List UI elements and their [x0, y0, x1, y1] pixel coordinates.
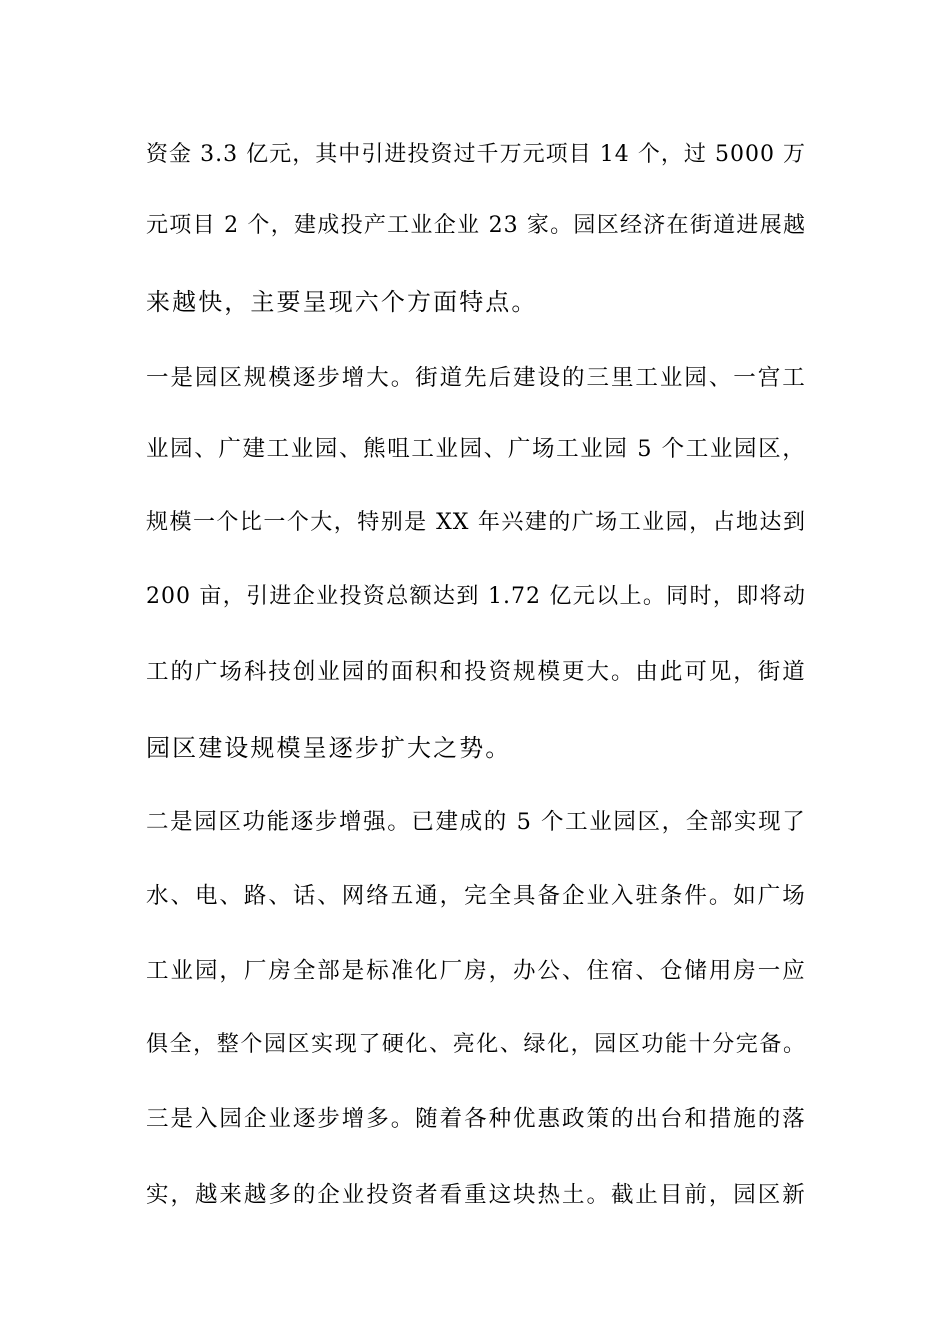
text-line: 俱全，整个园区实现了硬化、亮化、绿化，园区功能十分完备。	[146, 1032, 806, 1057]
text-line: 规模一个比一个大，特别是 XX 年兴建的广场工业园，占地达到	[146, 510, 807, 535]
text-line: 水、电、路、话、网络五通，完全具备企业入驻条件。如广场	[146, 883, 806, 909]
text-line: 二是园区功能逐步增强。已建成的 5 个工业园区，全部实现了	[146, 809, 806, 835]
text-line: 来越快，主要呈现六个方面特点。	[146, 288, 538, 316]
text-line: 园区建设规模呈逐步扩大之势。	[146, 734, 512, 762]
text-line: 工业园，厂房全部是标准化厂房，办公、住宿、仓储用房一应	[146, 958, 806, 984]
text-line: 一是园区规模逐步增大。街道先后建设的三里工业园、一宫工	[146, 365, 806, 391]
text-line: 元项目 2 个，建成投产工业企业 23 家。园区经济在街道进展越	[146, 213, 806, 238]
text-line: 资金 3.3 亿元，其中引进投资过千万元项目 14 个，过 5000 万	[146, 142, 806, 167]
text-line: 三是入园企业逐步增多。随着各种优惠政策的出台和措施的落	[146, 1106, 806, 1132]
text-line: 工的广场科技创业园的面积和投资规模更大。由此可见，街道	[146, 659, 806, 685]
text-line: 实，越来越多的企业投资者看重这块热土。截止目前，园区新	[146, 1182, 806, 1208]
text-line: 200 亩，引进企业投资总额达到 1.72 亿元以上。同时，即将动	[146, 584, 806, 609]
text-line: 业园、广建工业园、熊咀工业园、广场工业园 5 个工业园区，	[146, 436, 806, 462]
